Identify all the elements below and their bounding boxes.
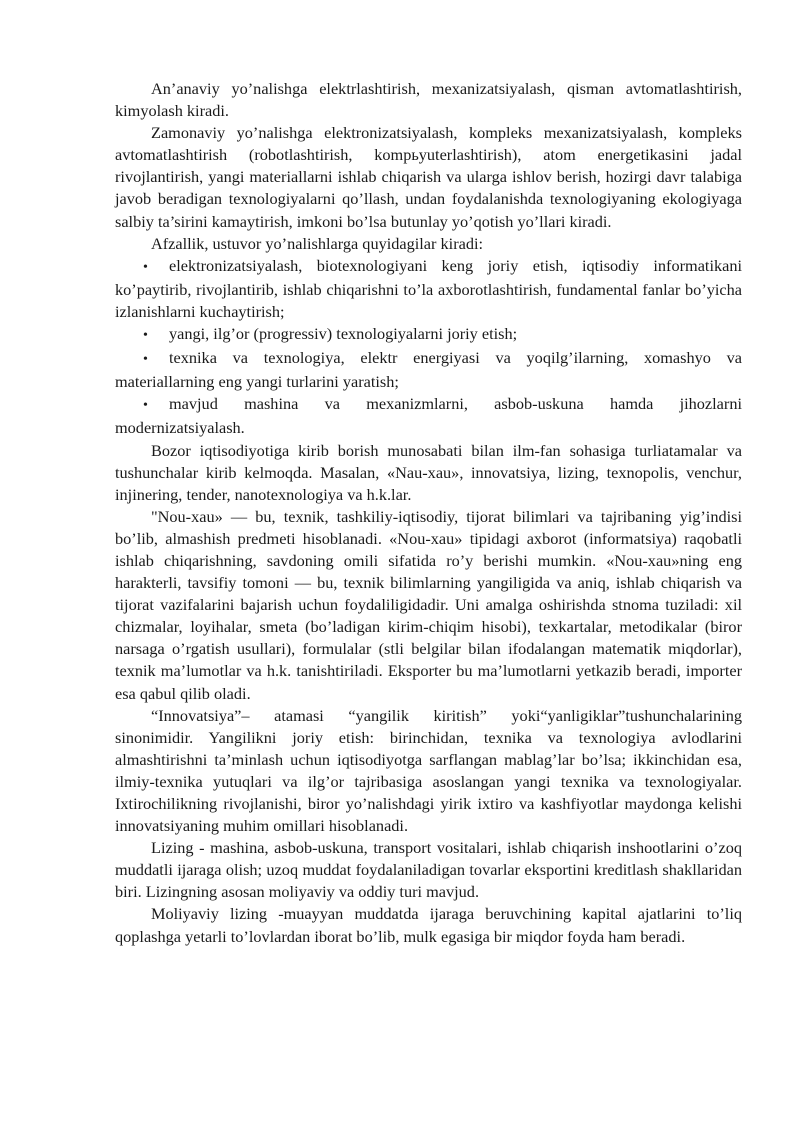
paragraph-market-economy: Bozor iqtisodiyotiga kirib borish munosabati bilan ilm-fan sohasiga turliatamalar va tushunchalar kirib kelmoqda. Masalan, «Nau-xau», innovatsiya, lizing, texnopolis, venchur, injinering, tender, nanotexnologiya va h.k.lar. (115, 440, 742, 504)
bullet-icon: • (143, 328, 148, 344)
list-item-text: mavjud mashina va mexanizmlarni, asbob-uskuna hamda jihozlarni modernizatsiyalash. (115, 394, 742, 438)
list-item-text: texnika va texnologiya, elektr energiyasi va yoqilg’ilarning, xomashyo va materiallarning eng yangi turlarini yaratish; (115, 348, 742, 392)
paragraph-modern-direction: Zamonaviy yo’nalishga elektronizatsiyalash, kompleks mexanizatsiyalash, kompleks avtomatlashtirish (robotlashtirish, kompьyuterlashtirish), atom energetikasini jadal rivojlantirish, yangi materiallarni ishlab chiqarish va ularga ishlov berish, hozirgi davr talabiga javob beradigan texnologiyalarni qo’llash, undan foydalanishda texnologiyaning ekologiyaga salbiy ta’sirini kamaytirish, imkoni bo’lsa butunlay yo’qotish yo’llari kiradi. (115, 123, 742, 231)
list-item-text: yangi, ilg’or (progressiv) texnologiyalarni joriy etish; (169, 324, 518, 344)
bullet-icon: • (143, 352, 148, 368)
paragraph-priority-intro: Afzallik, ustuvor yo’nalishlarga quyidagilar kiradi: (151, 233, 484, 253)
list-item (115, 255, 742, 323)
paragraph-know-how: "Nou-xau» — bu, texnik, tashkiliy-iqtisodiy, tijorat bilimlari va tajribaning yig’indisi bo’lib, almashish predmeti hisoblanadi. «Nou-xau» tipidagi axborot (informatsiya) raqobatli ishlab chiqarishning, savdoning omili sifatida ro’y berishi mumkin. «Nou-xau»ning eng harakterli, tavsifiy tomoni — bu, texnik bilimlarning yangiligida va aniq, ishlab chiqarish va tijorat vazifalarini bajarish uchun foydaliligidadir. Uni amalga oshirishda stnoma tuziladi: xil chizmalar, loyihalar, smeta (bo’ladigan kirim-chiqim hisobi), texkartalar, metodikalar (biror narsaga o’rgatish usullari), formulalar (stli belgilar bilan ifodalangan matematik miqdorlar), texnik ma’lumotlar va h.k. tanishtiriladi. Eksporter bu ma’lumotlarni yetkazib beradi, importer esa qabul qilib oladi. (115, 506, 742, 703)
list-item-text: elektronizatsiyalash, biotexnologiyani keng joriy etish, iqtisodiy informatikani ko’paytirib, rivojlantirib, ishlab chiqarishni to’la axborotlashtirish, fundamental fanlar bo’yicha izlanishlarni kuchaytirish; (115, 255, 742, 321)
list-item (115, 323, 742, 347)
document-page (115, 78, 742, 948)
list-item (115, 347, 742, 393)
paragraph-innovation: “Innovatsiya”– atamasi “yangilik kiritish” yoki“yanligiklar”tushunchalarining sinonimidir. Yangilikni joriy etish: birinchidan, texnika va texnologiya avlodlarini almashtirishni ta’minlash uchun iqtisodiyotga sarflangan mablag’lar bo’lsa; ikkinchidan esa, ilmiy-texnika yutuqlari va ilg’or tajribasiga asoslangan yangi texnika va texnologiyalar. Ixtirochilikning rivojlanishi, biror yo’nalishdagi yirik ixtiro va kashfiyotlar maydonga kelishi innovatsiyaning muhim omillari hisoblanadi. (115, 705, 742, 836)
paragraph-traditional-direction: An’anaviy yo’nalishga elektrlashtirish, mexanizatsiyalash, qisman avtomatlashtirish, kimyolash kiradi. (115, 79, 742, 121)
paragraph-financial-leasing: Moliyaviy lizing -muayyan muddatda ijaraga beruvchining kapital ajatlarini to’liq qoplashga yetarli to’lovlardan iborat bo’lib, mulk egasiga bir miqdor foyda ham beradi. (115, 904, 742, 946)
paragraph-leasing: Lizing - mashina, asbob-uskuna, transport vositalari, ishlab chiqarish inshootlarini o’zoq muddatli ijaraga olish; uzoq muddat foydalaniladigan tovarlar eksportini kreditlash shakllaridan biri. Lizingning asosan moliyaviy va oddiy turi mavjud. (115, 838, 742, 902)
bullet-icon: • (143, 259, 148, 275)
bullet-icon: • (143, 398, 148, 414)
list-item (115, 393, 742, 439)
